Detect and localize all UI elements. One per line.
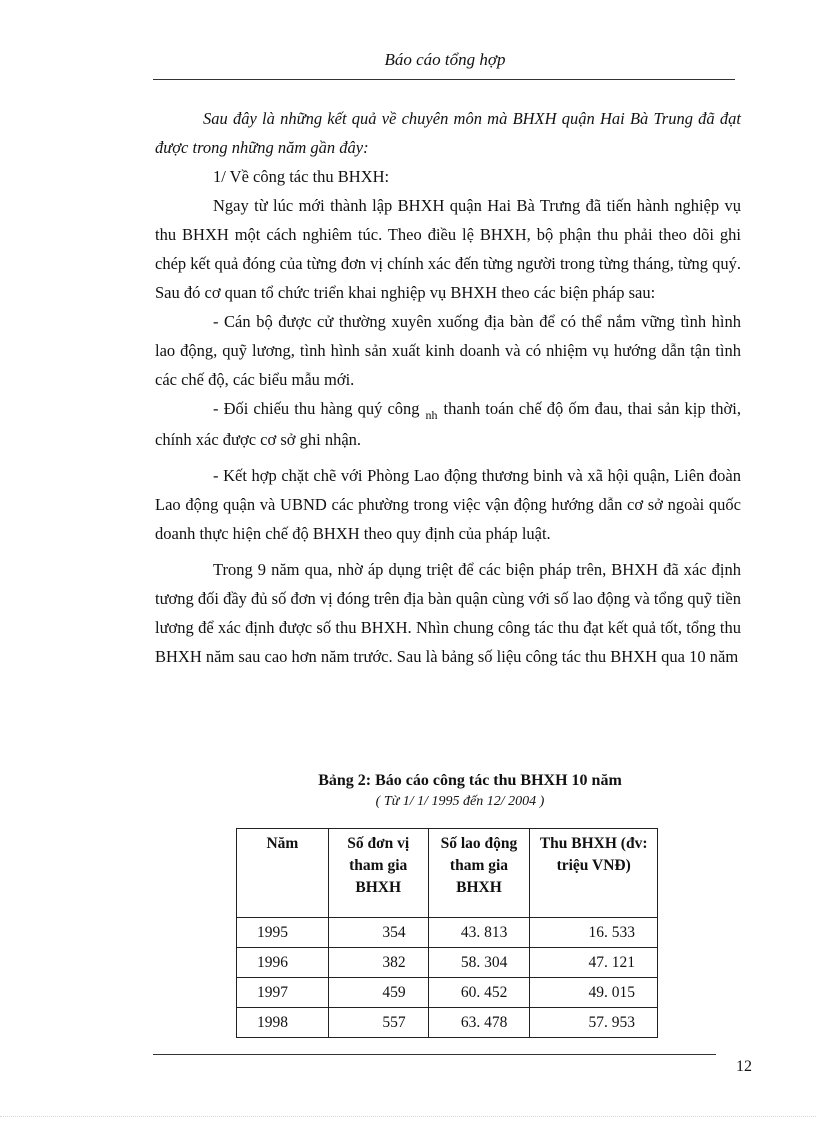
cell-units: 459 <box>328 978 428 1008</box>
column-header-workers: Số lao động tham gia BHXH <box>428 829 530 918</box>
cell-revenue: 16. 533 <box>530 918 658 948</box>
cell-workers: 60. 452 <box>428 978 530 1008</box>
column-header-units: Số đơn vị tham gia BHXH <box>328 829 428 918</box>
page-header-title: Báo cáo tổng hợp <box>384 50 506 69</box>
paragraph-nine-years: Trong 9 năm qua, nhờ áp dụng triệt để các biện pháp trên, BHXH đã xác định tương đối đầy đủ số đơn vị đóng trên địa bàn quận cùng với số lao động và tổng quỹ tiền lương để xác định được số thu BHXH. Nhìn chung công tác thu đạt kết quả tốt, tổng thu BHXH năm sau cao hơn năm trước. Sau là bảng số liệu công tác thu BHXH qua 10 năm <box>155 560 741 666</box>
cell-workers: 58. 304 <box>428 948 530 978</box>
cell-revenue: 49. 015 <box>530 978 658 1008</box>
document-body <box>155 104 741 671</box>
cell-workers: 43. 813 <box>428 918 530 948</box>
table-header-row <box>237 829 658 918</box>
table-row <box>237 978 658 1008</box>
cell-year: 1996 <box>237 948 329 978</box>
cell-units: 354 <box>328 918 428 948</box>
collection-table <box>236 828 658 1038</box>
table-subtitle: ( Từ 1/ 1/ 1995 đến 12/ 2004 ) <box>375 794 545 809</box>
footer-divider <box>153 1054 716 1055</box>
cell-year: 1998 <box>237 1008 329 1038</box>
cell-workers: 63. 478 <box>428 1008 530 1038</box>
cell-year: 1997 <box>237 978 329 1008</box>
cell-year: 1995 <box>237 918 329 948</box>
bullet-field-staff: - Cán bộ được cử thường xuyên xuống địa bàn để có thể nắm vững tình hình lao động, quỹ lương, tình hình sản xuất kinh doanh và có nhiệm vụ hướng dẫn tận tình các chế độ, các biểu mẫu mới. <box>155 312 741 389</box>
intro-paragraph: Sau đây là những kết quả về chuyên môn mà BHXH quận Hai Bà Trung đã đạt được trong những năm gần đây: <box>155 109 741 157</box>
cell-revenue: 57. 953 <box>530 1008 658 1038</box>
table-row <box>237 948 658 978</box>
column-header-revenue: Thu BHXH (đv: triệu VNĐ) <box>530 829 658 918</box>
table-row <box>237 1008 658 1038</box>
paragraph-collection-intro: Ngay từ lúc mới thành lập BHXH quận Hai Bà Trưng đã tiến hành nghiệp vụ thu BHXH một cách nghiêm túc. Theo điều lệ BHXH, bộ phận thu phải theo dõi ghi chép kết quả đóng của từng đơn vị chính xác đến từng người trong từng tháng, từng quý. Sau đó cơ quan tổ chức triển khai nghiệp vụ BHXH theo các biện pháp sau: <box>155 196 741 302</box>
table-title: Bảng 2: Báo cáo công tác thu BHXH 10 năm <box>318 772 622 789</box>
cell-units: 382 <box>328 948 428 978</box>
cell-units: 557 <box>328 1008 428 1038</box>
table-row <box>237 918 658 948</box>
section-heading: 1/ Về công tác thu BHXH: <box>213 167 390 186</box>
page-edge-divider <box>0 1116 816 1117</box>
bullet-reconciliation-start: - Đối chiếu thu hàng quý công <box>213 399 420 418</box>
cell-revenue: 47. 121 <box>530 948 658 978</box>
bullet-coordination: - Kết hợp chặt chẽ với Phòng Lao động thương binh và xã hội quận, Liên đoàn Lao động quận và UBND các phường trong việc vận động hướng dẫn cơ sở ngoài quốc doanh thực hiện chế độ BHXH theo quy định của pháp luật. <box>155 466 741 543</box>
bullet-reconciliation-end: thanh toán chế độ ốm đau, thai sản kịp thời, chính xác được cơ sở ghi nhận. <box>155 399 741 449</box>
bullet-quarterly-reconciliation <box>155 394 741 454</box>
page-number: 12 <box>736 1058 752 1075</box>
header-divider <box>153 79 735 80</box>
bullet-reconciliation-fragment: nh <box>425 408 438 422</box>
column-header-year: Năm <box>237 829 329 918</box>
